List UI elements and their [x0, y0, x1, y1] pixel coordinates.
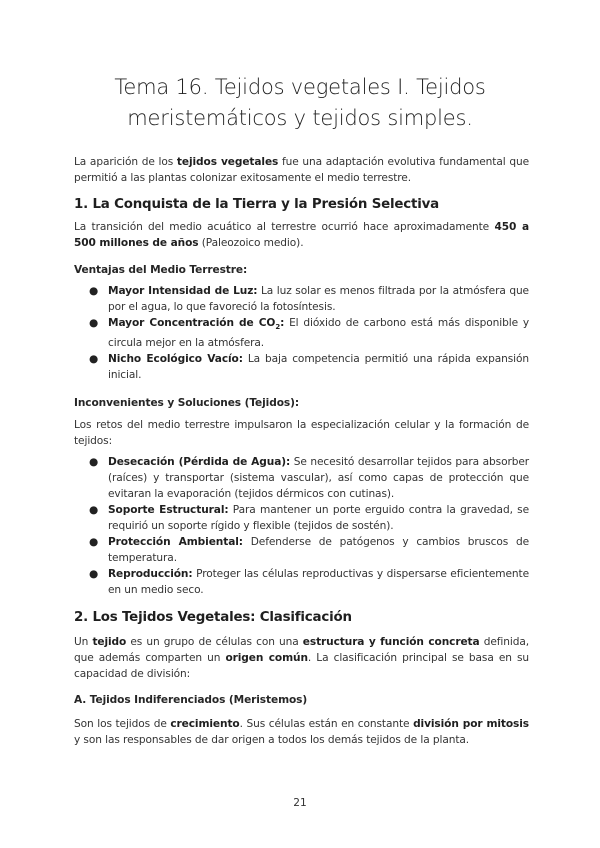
bullet-icon: ●	[89, 536, 99, 548]
section-1-heading: 1. La Conquista de la Tierra y la Presión Selectiva	[74, 197, 439, 212]
section-2-heading: 2. Los Tejidos Vegetales: Clasificación	[74, 610, 352, 625]
list-item: ● Mayor Concentración de $CO_2$: El dióxido de carbono está más disponible y circula mejor en la atmósfera.	[89, 317, 529, 350]
bullet-icon: ●	[89, 285, 99, 297]
list-item: ● Mayor Intensidad de Luz: La luz solar es menos filtrada por la atmósfera que por el agua, lo que favoreció la fotosíntesis.	[89, 285, 529, 313]
ventajas-heading: Ventajas del Medio Terrestre:	[74, 264, 248, 276]
title-line-2: meristemáticos y tejidos simples.	[127, 106, 473, 130]
list-item: ● Nicho Ecológico Vacío: La baja competencia permitió una rápida expansión inicial.	[89, 353, 529, 382]
page-title	[60, 72, 540, 134]
inconvenientes-intro: Los retos del medio terrestre impulsaron la especialización celular y la formación de tejidos:	[74, 419, 529, 447]
subsection-a-heading: A. Tejidos Indiferenciados (Meristemos)	[74, 694, 308, 706]
intro-paragraph: La aparición de los tejidos vegetales fue una adaptación evolutiva fundamental que permitió a las plantas colonizar exitosamente el medio terrestre.	[74, 156, 529, 184]
section-1-paragraph: La transición del medio acuático al terrestre ocurrió hace aproximadamente 450 a 500 millones de años (Paleozoico medio).	[74, 221, 529, 249]
inconvenientes-list	[74, 454, 529, 598]
title-line-1: Tema 16. Tejidos vegetales I. Tejidos	[114, 75, 486, 99]
bullet-icon: ●	[89, 568, 99, 580]
bullet-icon: ●	[89, 504, 99, 516]
ventajas-list	[74, 283, 529, 383]
list-item: ● Soporte Estructural: Para mantener un porte erguido contra la gravedad, se requirió un soporte rígido y flexible (tejidos de sostén).	[89, 504, 529, 532]
bullet-icon: ●	[89, 353, 99, 366]
bullet-icon: ●	[89, 456, 99, 468]
bullet-icon: ●	[89, 317, 99, 329]
list-item: ● Protección Ambiental: Defenderse de patógenos y cambios bruscos de temperatura.	[89, 536, 530, 564]
inconvenientes-heading: Inconvenientes y Soluciones (Tejidos):	[74, 397, 299, 409]
section-2-paragraph: Un tejido es un grupo de células con una estructura y función concreta definida, que además comparten un origen común. La clasificación principal se basa en su capacidad de división:	[74, 636, 529, 680]
page-number: 21	[293, 797, 307, 809]
list-item: ● Desecación (Pérdida de Agua): Se necesitó desarrollar tejidos para absorber (raíces) y transportar (sistema vascular), así como capas de protección que evitaran la evaporación (tejidos dérmicos con cutinas).	[89, 456, 530, 500]
subsection-a-paragraph: Son los tejidos de crecimiento. Sus células están en constante división por mitosis y son las responsables de dar origen a todos los demás tejidos de la planta.	[74, 718, 529, 746]
list-item: ● Reproducción: Proteger las células reproductivas y dispersarse eficientemente en un medio seco.	[89, 568, 529, 596]
